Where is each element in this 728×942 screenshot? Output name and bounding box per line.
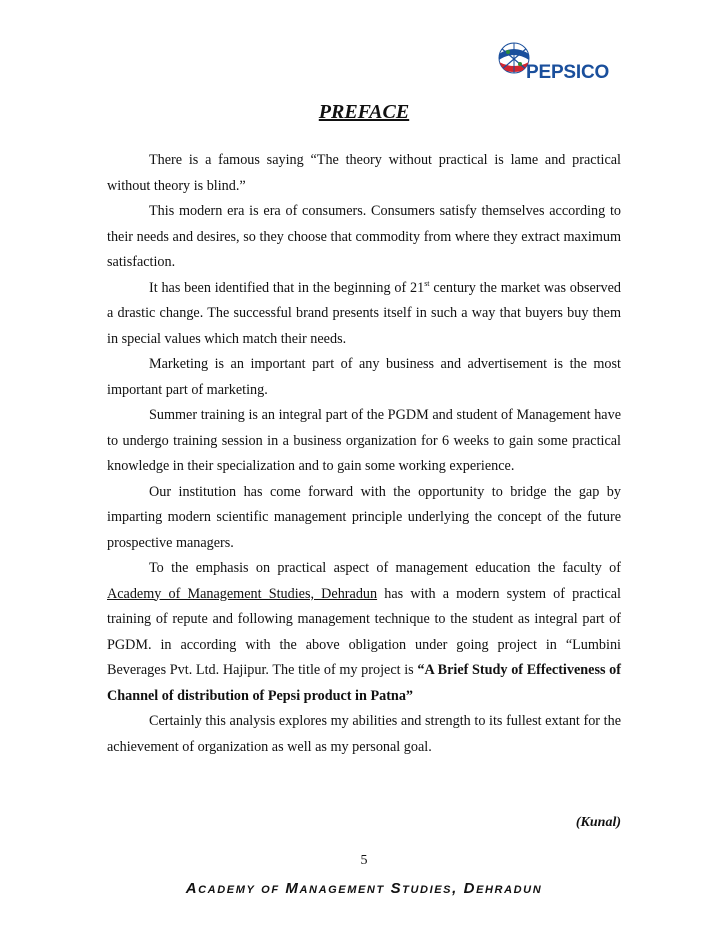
- paragraph-2: This modern era is era of consumers. Consumers satisfy themselves according to their needs and desires, so they choose that commodity from where they extract maximum satisfaction.: [107, 203, 621, 270]
- preface-body: [107, 148, 621, 760]
- paragraph-1: There is a famous saying “The theory without practical is lame and practical without theory is blind.”: [107, 152, 621, 194]
- paragraph-3: [107, 276, 621, 353]
- paragraph-7-text-b: has with a modern system of practical training of repute and following management technique to the student as integral part of PGDM. in according with the above obligation under going project in “Lumbini Beverages Pvt. Ltd. Hajipur. The title of my project is: [107, 585, 621, 678]
- paragraph-3-text-a: It has been identified that in the beginning of 21: [149, 279, 425, 296]
- page-footer: Academy of Management Studies, Dehradun: [185, 880, 543, 897]
- paragraph-3-text-b: century the market was observed a drastic change. The successful brand presents itself in such a way that buyers buy them in special values which match their needs.: [107, 279, 621, 347]
- signature: (Kunal): [575, 815, 621, 830]
- page-number: 5: [360, 853, 368, 868]
- paragraph-7-text-a: To the emphasis on practical aspect of management education the faculty of: [149, 560, 621, 576]
- page-title: PREFACE: [318, 101, 410, 123]
- paragraph-6: Our institution has come forward with the opportunity to bridge the gap by imparting modern scientific management principle underlying the concept of the future prospective managers.: [107, 483, 621, 551]
- project-title: “A Brief Study of Effectiveness of Channel of distribution of Pepsi product in Patna”: [107, 662, 621, 704]
- superscript-st: st: [424, 278, 430, 288]
- paragraph-4: Marketing is an important part of any business and advertisement is the most important part of marketing.: [107, 356, 621, 398]
- paragraph-5: Summer training is an integral part of the PGDM and student of Management have to undergo training session in a business organization for 6 weeks to gain some practical knowledge in their specialization and to gain some working experience.: [107, 407, 621, 474]
- paragraph-8: Certainly this analysis explores my abilities and strength to its fullest extant for the achievement of organization as well as my personal goal.: [107, 713, 621, 755]
- paragraph-7: [107, 556, 621, 709]
- pepsico-logo: [497, 40, 627, 82]
- institution-name: Academy of Management Studies, Dehradun: [107, 585, 378, 602]
- pepsico-wordmark: PEPSICO: [526, 62, 610, 83]
